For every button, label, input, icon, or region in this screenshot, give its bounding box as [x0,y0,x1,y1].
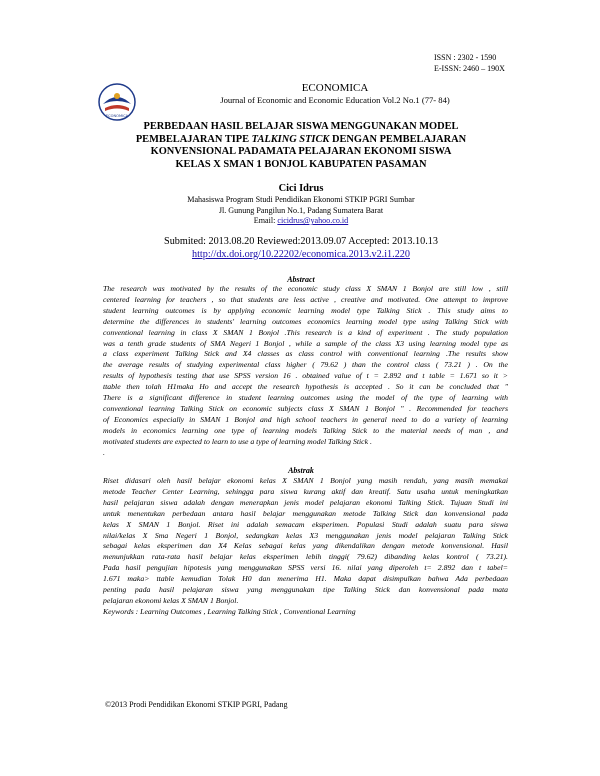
author-block [100,182,502,227]
title-line-3: KONVENSIONAL PADAMATA PELAJARAN EKONOMI SISWA [150,146,452,158]
issn-print: ISSN : 2302 - 1590 [434,53,497,62]
title-line-1: PERBEDAAN HASIL BELAJAR SISWA MENGGUNAKAN MODEL [143,121,459,132]
journal-logo-icon [97,82,137,122]
text-line: of Economics especially in SMAN 1 Bonjol and high school teachers in general need to do a variety of learning [103,414,508,424]
issn-block [434,52,564,74]
title-line-2-pre: PEMBELAJARAN TIPE [135,133,252,145]
author-email-link[interactable]: cicidrus@yahoo.co.id [277,216,349,226]
doi-link[interactable]: http://dx.doi.org/10.22202/economica.2013.v2.i1.220 [192,248,410,260]
abstract-body [103,284,508,459]
author-affiliation: Mahasiswa Program Studi Pendidikan Ekonomi STKIP PGRI Sumbar [187,195,415,204]
abstrak-heading: Abstrak [288,466,314,475]
author-email-label: Email: [253,216,278,226]
submission-dates [100,236,502,261]
journal-header [160,82,510,106]
text-line: was a tenth grade students of SMA Negeri 1 Bonjol , while a sample of the class X3 using learning model type as [103,338,508,348]
text-line: hasil pelajaran siswa adalah dengan menerapkan jenis model pelajaran ekonomi Talking Stick. Tujuan Studi ini [103,497,508,507]
text-line: Keywords : Learning Outcomes , Learning Talking Stick , Conventional Learning [103,606,356,616]
text-line: student learning outcomes is by applying economic learning model type Talking Stick . This study aims to [103,305,508,315]
text-line: ttable then tolah H1maka Ho and accept the research hypothesis is accepted . So it can be concluded that " [103,382,508,392]
journal-name: ECONOMICA [301,82,369,94]
text-line: 1.671 maka> ttable kemudian Tolak H0 dan menerima H1. Maka dapat disimpulkan bahwa Ada perbedaan [103,574,508,584]
text-line: the average results of studying experimental class higher ( 79.62 ) than the control class ( 73.21 ) . On the [103,360,508,370]
text-line: Pada hasil pengujian hipotesis yang menggunakan SPSS versi 16. nilai yang diperoleh t= 2.892 dan t tabel= [103,563,508,573]
author-name: Cici Idrus [278,183,324,194]
author-address: Jl. Gunung Pangilun No.1, Padang Sumatera Barat [218,205,384,215]
text-line: a class experiment Talking Stick and X4 classes as class control with conventional learning .The results show [103,349,508,359]
title-line-2-em: TALKING STICK [251,133,330,145]
text-line: . [103,447,105,457]
journal-logo [97,82,137,122]
copyright-footer: ©2013 Prodi Pendidikan Ekonomi STKIP PGRI, Padang [105,700,288,709]
text-line: The research was motivated by the results of the economic study class X SMAN 1 Bonjol are still low , still [103,284,508,293]
text-line: penting pada hasil pelajaran siswa yang menggunakan tipe Talking Stick dan konvensional pada mata [103,585,508,595]
paper-title [100,121,502,171]
text-line: There is a significant difference in student learning outcomes using the model of the type of learning with [103,393,508,403]
text-line: untuk menentukan perbedaan antara hasil belajar menggunakan metode Talking Stick dan konvensional pada [103,508,508,518]
text-line: conventional learning in class X SMAN 1 Bonjol .This research is a kind of experiment . The study population [103,327,508,337]
text-line: sebagai kelas eksperimen dan X4 Kelas sebagai kelas yang dikendalikan dengan metode konvensional. Hasil [103,541,508,551]
text-line: results of hypothesis testing that use SPSS version 16 . obtained value of t = 2.892 and t table = 1.671 so it > [103,371,508,381]
text-line: determine the differences in students' learning outcomes economics learning model type using Talking Stick with [103,316,508,326]
text-line: nilai/kelas X Sma Negeri 1 Bonjol, sedangkan kelas X3 menggunakan jenis model pelajaran Talking Stick [103,530,508,540]
text-line: kelas X SMAN 1 Bonjol. Riset ini adalah semacam eksperimen. Populasi Studi adalah suatu para siswa [103,519,508,529]
title-line-4: KELAS X SMAN 1 BONJOL KABUPATEN PASAMAN [175,158,427,170]
author-email-line [100,216,502,227]
text-line: pelajaran ekonomi kelas X SMAN 1 Bonjol. [103,595,239,605]
text-line: models in economics learning one type of learning models Talking Stick to the material needs of man , and [103,425,508,435]
logo-text: ECONOMICA [105,114,129,118]
title-line-2-post: DENGAN PEMBELAJARAN [329,133,467,145]
text-line: conventional learning Talking Stick on economic subjects class X SMAN 1 Bonjol " . Recommended for teachers [103,403,508,413]
journal-subtitle: Journal of Economic and Economic Education Vol.2 No.1 (77- 84) [220,95,450,105]
text-line: Riset didasari oleh hasil belajar ekonomi kelas X SMAN 1 Bonjol yang masih rendah, yang masih memakai [103,476,508,485]
abstrak-body [103,476,508,618]
title-line-2 [100,134,502,147]
issn-online: E-ISSN: 2460 – 190X [434,64,505,73]
dates-line: Submited: 2013.08.20 Reviewed:2013.09.07 Accepted: 2013.10.13 [164,236,438,247]
text-line: centered learning for teachers , so that students are less active , creative and motivated. One attempt to improve [103,294,508,304]
text-line: motivated students are expected to learn to use a type of learning model Talking Stick . [103,436,372,446]
text-line: menunjukkan rata-rata hasil belajar kelas eksperimen lebih tinggi( 79.62) dibanding kelas kontrol ( 73.21). [103,552,508,562]
text-line: metode Teacher Center Learning, sehingga para siswa kurang aktif dan kreatif. Satu usaha untuk meningkatkan [103,486,508,496]
abstract-heading: Abstract [287,275,315,284]
